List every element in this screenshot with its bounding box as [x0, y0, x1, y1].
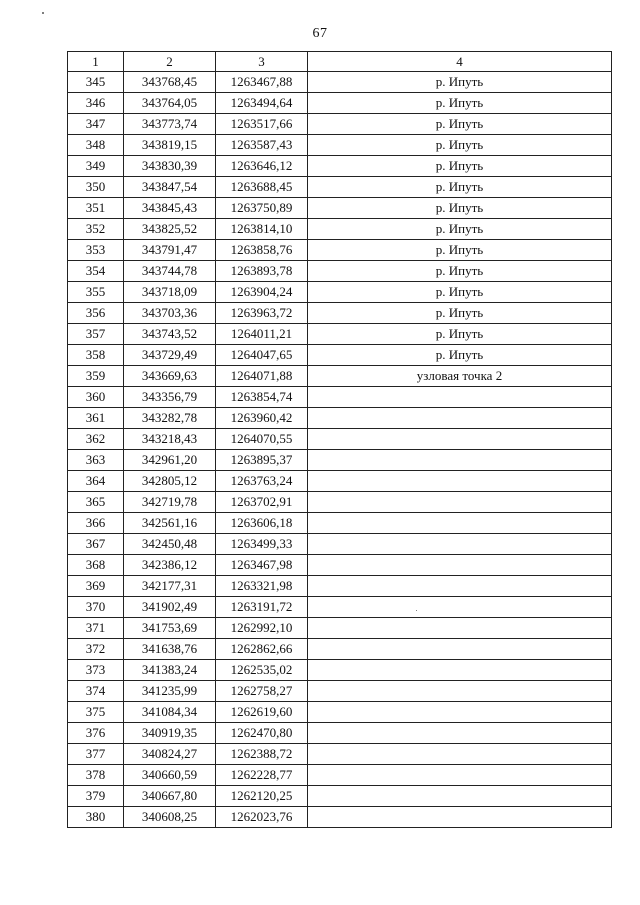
table-row — [68, 303, 612, 324]
y-coordinate-cell: 1263467,88 — [216, 72, 308, 93]
table-row — [68, 93, 612, 114]
table-header — [68, 52, 612, 72]
x-coordinate-cell: 340667,80 — [124, 786, 216, 807]
description-cell: р. Ипуть — [308, 135, 612, 156]
description-cell — [308, 534, 612, 555]
x-coordinate-cell: 340660,59 — [124, 765, 216, 786]
point-number-cell: 349 — [68, 156, 124, 177]
x-coordinate-cell: 343282,78 — [124, 408, 216, 429]
table-row — [68, 618, 612, 639]
table-row — [68, 450, 612, 471]
table-row — [68, 345, 612, 366]
point-number-cell: 377 — [68, 744, 124, 765]
point-number-cell: 353 — [68, 240, 124, 261]
x-coordinate-cell: 343744,78 — [124, 261, 216, 282]
description-cell — [308, 471, 612, 492]
header-col-1: 1 — [68, 52, 124, 72]
table-row — [68, 219, 612, 240]
x-coordinate-cell: 342719,78 — [124, 492, 216, 513]
x-coordinate-cell: 343669,63 — [124, 366, 216, 387]
point-number-cell: 358 — [68, 345, 124, 366]
point-number-cell: 350 — [68, 177, 124, 198]
x-coordinate-cell: 342450,48 — [124, 534, 216, 555]
y-coordinate-cell: 1263960,42 — [216, 408, 308, 429]
y-coordinate-cell: 1263814,10 — [216, 219, 308, 240]
table-row — [68, 786, 612, 807]
y-coordinate-cell: 1263646,12 — [216, 156, 308, 177]
table-row — [68, 135, 612, 156]
point-number-cell: 375 — [68, 702, 124, 723]
point-number-cell: 367 — [68, 534, 124, 555]
header-col-3: 3 — [216, 52, 308, 72]
description-cell — [308, 702, 612, 723]
description-cell: р. Ипуть — [308, 177, 612, 198]
table-row — [68, 723, 612, 744]
y-coordinate-cell: 1263763,24 — [216, 471, 308, 492]
y-coordinate-cell: 1263963,72 — [216, 303, 308, 324]
description-cell: р. Ипуть — [308, 72, 612, 93]
coordinates-table — [67, 51, 612, 828]
table-row — [68, 387, 612, 408]
y-coordinate-cell: 1263893,78 — [216, 261, 308, 282]
y-coordinate-cell: 1263750,89 — [216, 198, 308, 219]
header-col-4: 4 — [308, 52, 612, 72]
y-coordinate-cell: 1262120,25 — [216, 786, 308, 807]
x-coordinate-cell: 343819,15 — [124, 135, 216, 156]
y-coordinate-cell: 1263702,91 — [216, 492, 308, 513]
y-coordinate-cell: 1263606,18 — [216, 513, 308, 534]
description-cell: р. Ипуть — [308, 93, 612, 114]
table-row — [68, 114, 612, 135]
x-coordinate-cell: 341902,49 — [124, 597, 216, 618]
description-cell: р. Ипуть — [308, 156, 612, 177]
x-coordinate-cell: 343773,74 — [124, 114, 216, 135]
table-row — [68, 513, 612, 534]
description-cell — [308, 429, 612, 450]
point-number-cell: 361 — [68, 408, 124, 429]
point-number-cell: 351 — [68, 198, 124, 219]
y-coordinate-cell: 1264011,21 — [216, 324, 308, 345]
x-coordinate-cell: 343847,54 — [124, 177, 216, 198]
description-cell — [308, 639, 612, 660]
x-coordinate-cell: 343825,52 — [124, 219, 216, 240]
y-coordinate-cell: 1263517,66 — [216, 114, 308, 135]
y-coordinate-cell: 1262992,10 — [216, 618, 308, 639]
description-cell: р. Ипуть — [308, 114, 612, 135]
header-row — [68, 52, 612, 72]
point-number-cell: 365 — [68, 492, 124, 513]
x-coordinate-cell: 342805,12 — [124, 471, 216, 492]
table-row — [68, 576, 612, 597]
description-cell — [308, 492, 612, 513]
y-coordinate-cell: 1263854,74 — [216, 387, 308, 408]
description-cell: р. Ипуть — [308, 240, 612, 261]
point-number-cell: 355 — [68, 282, 124, 303]
description-cell — [308, 681, 612, 702]
table-row — [68, 72, 612, 93]
y-coordinate-cell: 1263895,37 — [216, 450, 308, 471]
description-cell: р. Ипуть — [308, 282, 612, 303]
x-coordinate-cell: 342961,20 — [124, 450, 216, 471]
point-number-cell: 373 — [68, 660, 124, 681]
point-number-cell: 354 — [68, 261, 124, 282]
table-row — [68, 639, 612, 660]
x-coordinate-cell: 342386,12 — [124, 555, 216, 576]
y-coordinate-cell: 1263499,33 — [216, 534, 308, 555]
table-row — [68, 240, 612, 261]
y-coordinate-cell: 1264070,55 — [216, 429, 308, 450]
table-row — [68, 534, 612, 555]
point-number-cell: 345 — [68, 72, 124, 93]
table-row — [68, 555, 612, 576]
point-number-cell: 352 — [68, 219, 124, 240]
x-coordinate-cell: 343218,43 — [124, 429, 216, 450]
point-number-cell: 357 — [68, 324, 124, 345]
y-coordinate-cell: 1264071,88 — [216, 366, 308, 387]
table-row — [68, 744, 612, 765]
point-number-cell: 363 — [68, 450, 124, 471]
table-row — [68, 429, 612, 450]
table-row — [68, 177, 612, 198]
table-row — [68, 702, 612, 723]
x-coordinate-cell: 343743,52 — [124, 324, 216, 345]
x-coordinate-cell: 343845,43 — [124, 198, 216, 219]
point-number-cell: 370 — [68, 597, 124, 618]
point-number-cell: 346 — [68, 93, 124, 114]
point-number-cell: 378 — [68, 765, 124, 786]
description-cell — [308, 513, 612, 534]
table-row — [68, 324, 612, 345]
description-cell — [308, 555, 612, 576]
table-row — [68, 282, 612, 303]
point-number-cell: 356 — [68, 303, 124, 324]
description-cell: р. Ипуть — [308, 219, 612, 240]
table-row — [68, 681, 612, 702]
y-coordinate-cell: 1263587,43 — [216, 135, 308, 156]
y-coordinate-cell: 1262023,76 — [216, 807, 308, 828]
description-cell — [308, 408, 612, 429]
description-cell — [308, 765, 612, 786]
y-coordinate-cell: 1263191,72 — [216, 597, 308, 618]
y-coordinate-cell: 1263688,45 — [216, 177, 308, 198]
description-cell: р. Ипуть — [308, 198, 612, 219]
table-row — [68, 156, 612, 177]
point-number-cell: 369 — [68, 576, 124, 597]
x-coordinate-cell: 343729,49 — [124, 345, 216, 366]
y-coordinate-cell: 1262228,77 — [216, 765, 308, 786]
x-coordinate-cell: 341638,76 — [124, 639, 216, 660]
y-coordinate-cell: 1263467,98 — [216, 555, 308, 576]
y-coordinate-cell: 1262619,60 — [216, 702, 308, 723]
x-coordinate-cell: 341383,24 — [124, 660, 216, 681]
point-number-cell: 362 — [68, 429, 124, 450]
table-row — [68, 471, 612, 492]
point-number-cell: 376 — [68, 723, 124, 744]
table-row — [68, 261, 612, 282]
point-number-cell: 348 — [68, 135, 124, 156]
point-number-cell: 364 — [68, 471, 124, 492]
point-number-cell: 371 — [68, 618, 124, 639]
description-cell: р. Ипуть — [308, 303, 612, 324]
description-cell — [308, 786, 612, 807]
x-coordinate-cell: 341084,34 — [124, 702, 216, 723]
x-coordinate-cell: 343703,36 — [124, 303, 216, 324]
header-col-2: 2 — [124, 52, 216, 72]
table-row — [68, 660, 612, 681]
description-cell — [308, 387, 612, 408]
x-coordinate-cell: 341753,69 — [124, 618, 216, 639]
description-cell — [308, 723, 612, 744]
page-number: 67 — [312, 26, 328, 41]
description-cell: р. Ипуть — [308, 324, 612, 345]
x-coordinate-cell: 343764,05 — [124, 93, 216, 114]
table-row — [68, 408, 612, 429]
x-coordinate-cell: 343830,39 — [124, 156, 216, 177]
point-number-cell: 372 — [68, 639, 124, 660]
scan-speck — [42, 12, 44, 14]
x-coordinate-cell: 340919,35 — [124, 723, 216, 744]
x-coordinate-cell: 341235,99 — [124, 681, 216, 702]
y-coordinate-cell: 1263494,64 — [216, 93, 308, 114]
table-row — [68, 198, 612, 219]
description-cell — [308, 450, 612, 471]
description-cell — [308, 576, 612, 597]
table-row — [68, 765, 612, 786]
x-coordinate-cell: 343768,45 — [124, 72, 216, 93]
description-cell — [308, 807, 612, 828]
x-coordinate-cell: 342561,16 — [124, 513, 216, 534]
x-coordinate-cell: 340608,25 — [124, 807, 216, 828]
y-coordinate-cell: 1262535,02 — [216, 660, 308, 681]
x-coordinate-cell: 343791,47 — [124, 240, 216, 261]
description-cell — [308, 660, 612, 681]
description-cell — [308, 744, 612, 765]
point-number-cell: 360 — [68, 387, 124, 408]
x-coordinate-cell: 342177,31 — [124, 576, 216, 597]
y-coordinate-cell: 1263321,98 — [216, 576, 308, 597]
x-coordinate-cell: 340824,27 — [124, 744, 216, 765]
table-body — [68, 72, 612, 828]
table-row — [68, 492, 612, 513]
y-coordinate-cell: 1263904,24 — [216, 282, 308, 303]
table-row — [68, 366, 612, 387]
x-coordinate-cell: 343356,79 — [124, 387, 216, 408]
point-number-cell: 347 — [68, 114, 124, 135]
description-cell: р. Ипуть — [308, 345, 612, 366]
point-number-cell: 359 — [68, 366, 124, 387]
point-number-cell: 366 — [68, 513, 124, 534]
description-cell — [308, 618, 612, 639]
y-coordinate-cell: 1264047,65 — [216, 345, 308, 366]
y-coordinate-cell: 1262862,66 — [216, 639, 308, 660]
description-cell: р. Ипуть — [308, 261, 612, 282]
table-row — [68, 807, 612, 828]
description-cell: узловая точка 2 — [308, 366, 612, 387]
description-cell — [308, 597, 612, 618]
y-coordinate-cell: 1262470,80 — [216, 723, 308, 744]
point-number-cell: 379 — [68, 786, 124, 807]
point-number-cell: 380 — [68, 807, 124, 828]
y-coordinate-cell: 1263858,76 — [216, 240, 308, 261]
y-coordinate-cell: 1262388,72 — [216, 744, 308, 765]
x-coordinate-cell: 343718,09 — [124, 282, 216, 303]
table-row — [68, 597, 612, 618]
point-number-cell: 374 — [68, 681, 124, 702]
point-number-cell: 368 — [68, 555, 124, 576]
y-coordinate-cell: 1262758,27 — [216, 681, 308, 702]
